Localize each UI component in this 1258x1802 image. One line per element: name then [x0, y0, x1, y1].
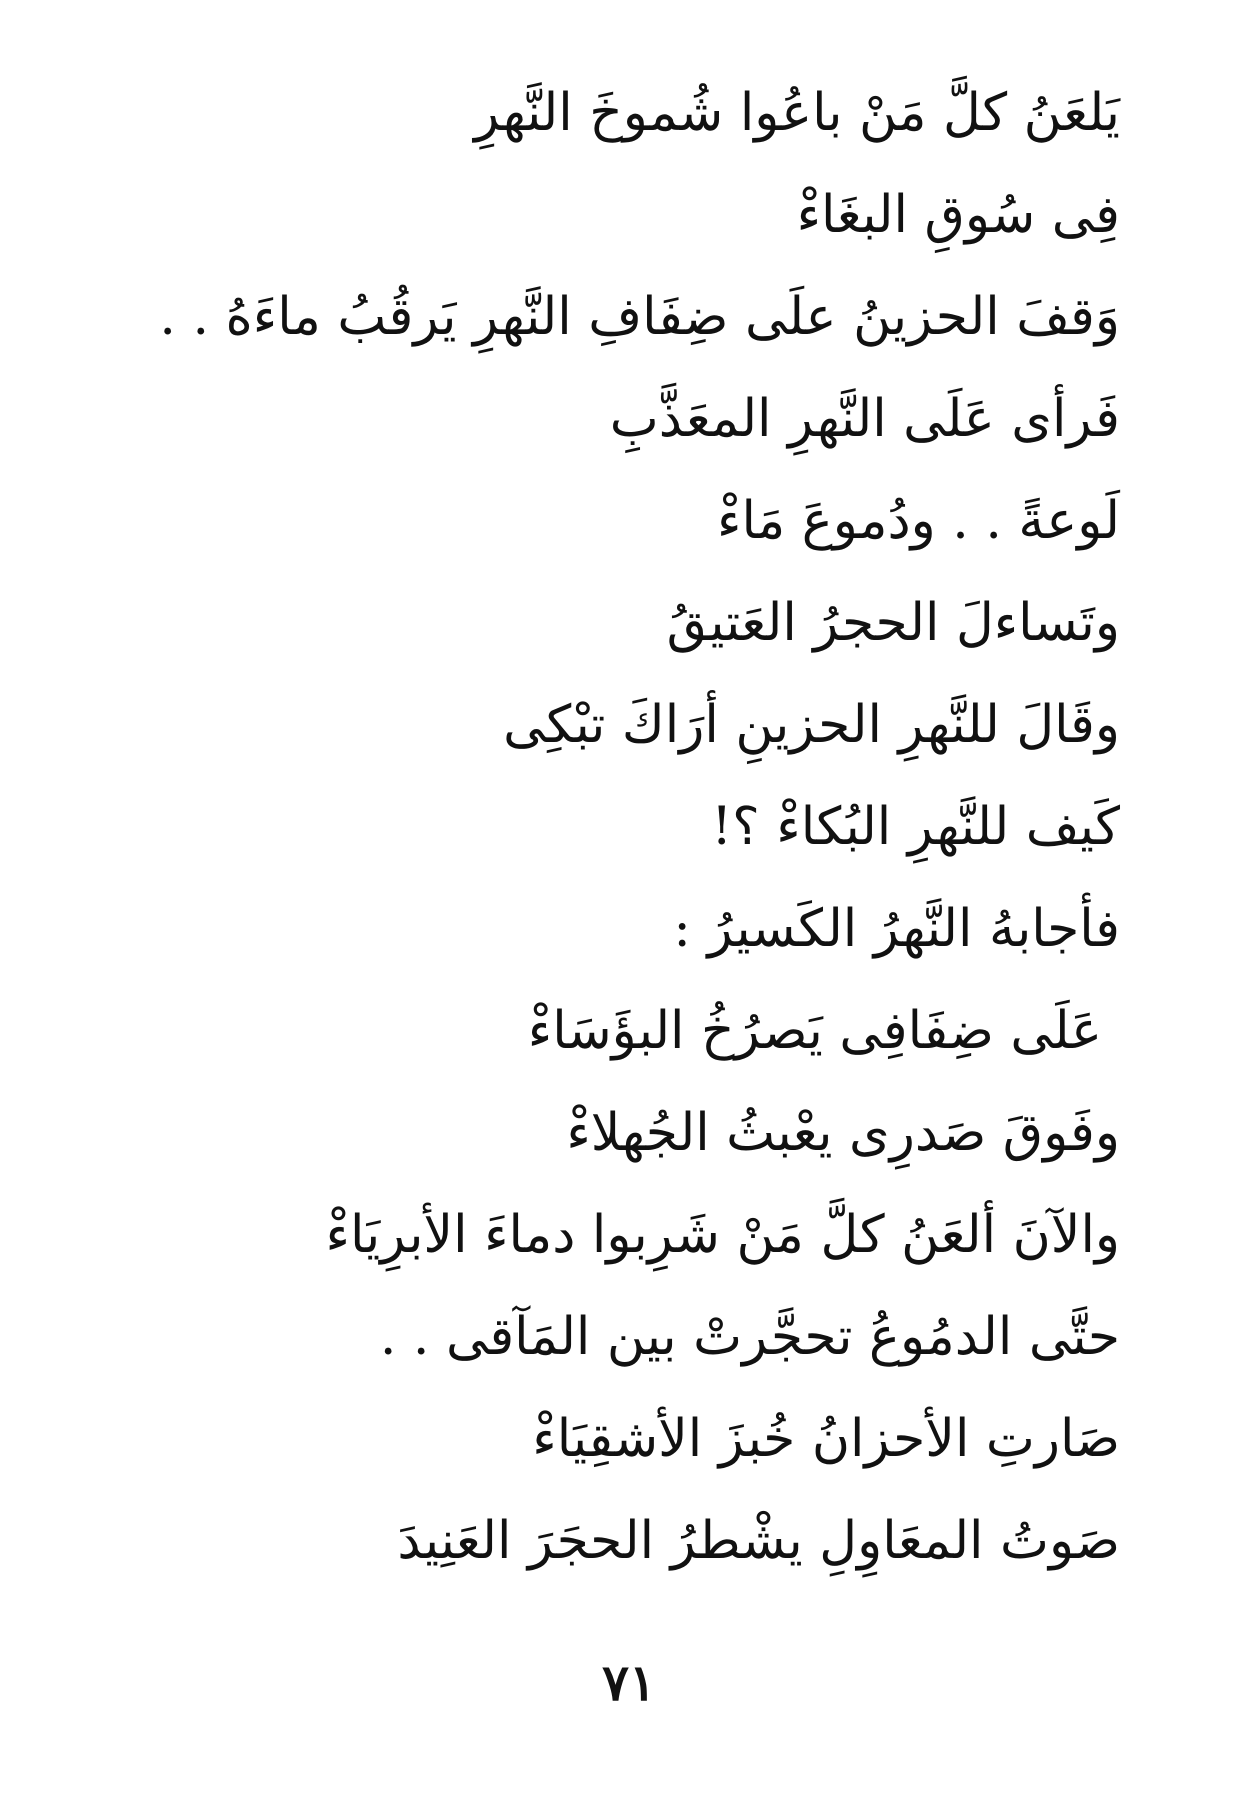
page-number: ٧١	[602, 1653, 656, 1712]
poem-line-8: كَيف للنَّهرِ البُكاءْ ؟!	[711, 797, 1120, 857]
poem-text	[120, 62, 1120, 1592]
poem-line-1: يَلعَنُ كلَّ مَنْ باعُوا شُموخَ النَّهرِ	[474, 83, 1120, 143]
poem-line-9: فأجابهُ النَّهرُ الكَسيرُ :	[673, 899, 1120, 959]
poem-line-5: لَوعةً . . ودُموعَ مَاءْ	[717, 491, 1120, 551]
poem-line-12: والآنَ ألعَنُ كلَّ مَنْ شَرِبوا دماءَ الأبرِيَاءْ	[325, 1205, 1120, 1265]
poem-line-14: صَارتِ الأحزانُ خُبزَ الأشقِيَاءْ	[532, 1409, 1120, 1469]
poem-line-6: وتَساءلَ الحجرُ العَتيقُ	[666, 593, 1120, 653]
poem-line-13: حتَّى الدمُوعُ تحجَّرتْ بين المَآقى . .	[379, 1307, 1120, 1367]
poem-line-3: وَقفَ الحزينُ علَى ضِفَافِ النَّهرِ يَرقُبُ ماءَهُ . .	[159, 287, 1120, 347]
poem-line-7: وقَالَ للنَّهرِ الحزينِ أرَاكَ تبْكِى	[503, 695, 1120, 755]
poem-line-10: عَلَى ضِفَافِى يَصرُخُ البؤَسَاءْ	[527, 1001, 1102, 1061]
poem-line-15: صَوتُ المعَاوِلِ يشْطرُ الحجَرَ العَنِيدَ	[397, 1511, 1120, 1571]
poem-line-4: فَرأى عَلَى النَّهرِ المعَذَّبِ	[609, 389, 1120, 449]
poem-line-2: فِى سُوقِ البغَاءْ	[796, 185, 1120, 245]
poem-line-11: وفَوقَ صَدرِى يعْبثُ الجُهلاءْ	[566, 1103, 1120, 1163]
